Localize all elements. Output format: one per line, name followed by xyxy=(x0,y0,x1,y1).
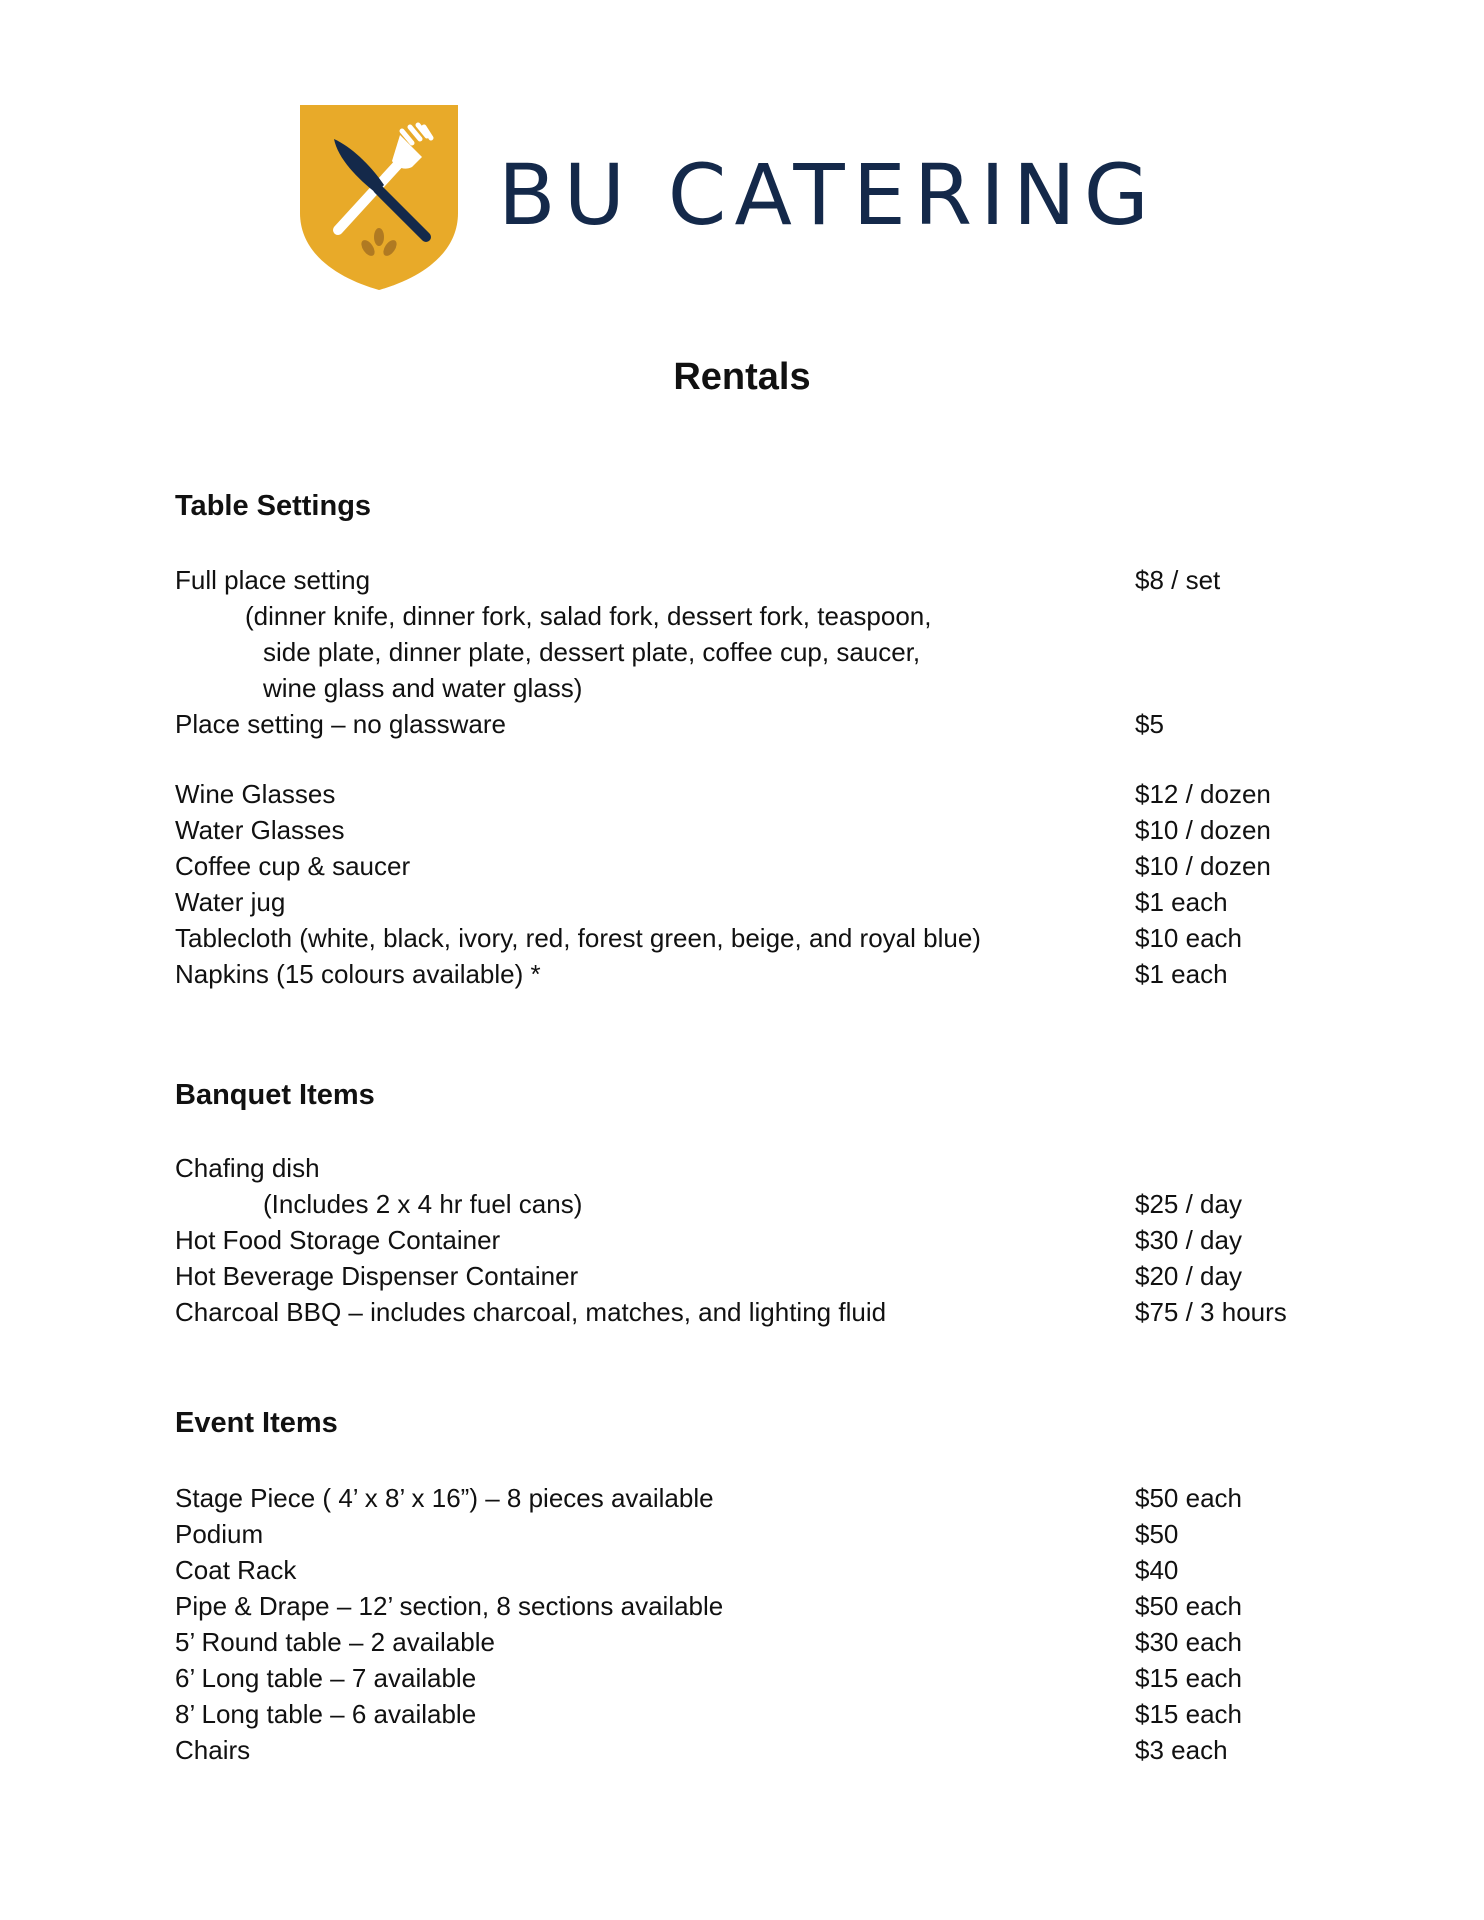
item-name: 6’ Long table – 7 available xyxy=(175,1663,477,1693)
item-name: 5’ Round table – 2 available xyxy=(175,1627,495,1657)
item-name: Hot Food Storage Container xyxy=(175,1225,501,1255)
item-name: Water jug xyxy=(175,887,286,917)
place-setting-includes-line-1 xyxy=(175,598,1325,634)
item-price: $25 / day xyxy=(1135,1189,1242,1219)
item-price: $20 / day xyxy=(1135,1261,1242,1291)
rental-row-chafing-dish xyxy=(175,1150,1325,1186)
section-heading-table-settings: Table Settings xyxy=(175,490,372,522)
bu-catering-logo xyxy=(300,105,1160,290)
item-price: $12 / dozen xyxy=(1135,779,1271,809)
page-title: Rentals xyxy=(673,356,811,398)
item-price: $10 / dozen xyxy=(1135,851,1271,881)
rental-row-round-table xyxy=(175,1624,1325,1660)
shield-knife-fork-icon xyxy=(300,105,458,290)
item-price: $5 xyxy=(1135,709,1164,739)
item-price: $15 each xyxy=(1135,1663,1242,1693)
rental-row-hot-beverage-dispenser xyxy=(175,1258,1325,1294)
item-price: $50 each xyxy=(1135,1483,1242,1513)
item-name: Coffee cup & saucer xyxy=(175,851,411,881)
rental-row-charcoal-bbq xyxy=(175,1294,1325,1330)
rental-row-chairs xyxy=(175,1732,1325,1768)
rental-row-tablecloth xyxy=(175,920,1325,956)
item-name: 8’ Long table – 6 available xyxy=(175,1699,477,1729)
rental-row-pipe-drape xyxy=(175,1588,1325,1624)
item-price: $30 each xyxy=(1135,1627,1242,1657)
rental-row-long-table-6ft xyxy=(175,1660,1325,1696)
item-price: $50 each xyxy=(1135,1591,1242,1621)
brand-wordmark: BU CATERING xyxy=(498,146,1157,244)
item-detail: side plate, dinner plate, dessert plate, coffee cup, saucer, xyxy=(263,637,921,667)
item-name: Tablecloth (white, black, ivory, red, forest green, beige, and royal blue) xyxy=(175,923,981,953)
item-detail: wine glass and water glass) xyxy=(263,673,583,703)
item-price: $75 / 3 hours xyxy=(1135,1297,1287,1327)
item-price: $10 each xyxy=(1135,923,1242,953)
rental-row-coat-rack xyxy=(175,1552,1325,1588)
item-price: $50 xyxy=(1135,1519,1179,1549)
item-name: Chafing dish xyxy=(175,1153,320,1183)
item-price: $15 each xyxy=(1135,1699,1242,1729)
rental-row-hot-food-container xyxy=(175,1222,1325,1258)
item-name: Place setting – no glassware xyxy=(175,709,506,739)
item-detail: (dinner knife, dinner fork, salad fork, dessert fork, teaspoon, xyxy=(245,601,932,631)
rental-row-chafing-includes xyxy=(175,1186,1325,1222)
item-price: $1 each xyxy=(1135,959,1228,989)
rental-row-napkins xyxy=(175,956,1325,992)
rental-row-no-glassware xyxy=(175,706,1325,742)
item-name: Water Glasses xyxy=(175,815,345,845)
item-name: Full place setting xyxy=(175,565,371,595)
rental-row-water-glasses xyxy=(175,812,1325,848)
item-name: Pipe & Drape – 12’ section, 8 sections available xyxy=(175,1591,724,1621)
item-name: Coat Rack xyxy=(175,1555,297,1585)
item-name: Wine Glasses xyxy=(175,779,336,809)
rental-row-long-table-8ft xyxy=(175,1696,1325,1732)
item-name: Charcoal BBQ – includes charcoal, matches, and lighting fluid xyxy=(175,1297,887,1327)
rental-row-podium xyxy=(175,1516,1325,1552)
item-price: $40 xyxy=(1135,1555,1179,1585)
rental-row-wine-glasses xyxy=(175,776,1325,812)
rental-row-stage-piece xyxy=(175,1480,1325,1516)
item-detail: (Includes 2 x 4 hr fuel cans) xyxy=(263,1189,583,1219)
item-price: $3 each xyxy=(1135,1735,1228,1765)
item-name: Napkins (15 colours available) * xyxy=(175,959,541,989)
item-name: Stage Piece ( 4’ x 8’ x 16”) – 8 pieces available xyxy=(175,1483,714,1513)
place-setting-includes-line-3 xyxy=(175,670,1325,706)
rental-row-full-place-setting xyxy=(175,562,1325,598)
item-price: $8 / set xyxy=(1135,565,1221,595)
rental-row-coffee-cup xyxy=(175,848,1325,884)
item-price: $10 / dozen xyxy=(1135,815,1271,845)
item-name: Podium xyxy=(175,1519,264,1549)
section-heading-event-items: Event Items xyxy=(175,1407,338,1439)
place-setting-includes-line-2 xyxy=(175,634,1325,670)
section-heading-banquet-items: Banquet Items xyxy=(175,1079,375,1111)
item-price: $1 each xyxy=(1135,887,1228,917)
item-name: Chairs xyxy=(175,1735,251,1765)
rental-row-water-jug xyxy=(175,884,1325,920)
item-name: Hot Beverage Dispenser Container xyxy=(175,1261,579,1291)
item-price: $30 / day xyxy=(1135,1225,1242,1255)
